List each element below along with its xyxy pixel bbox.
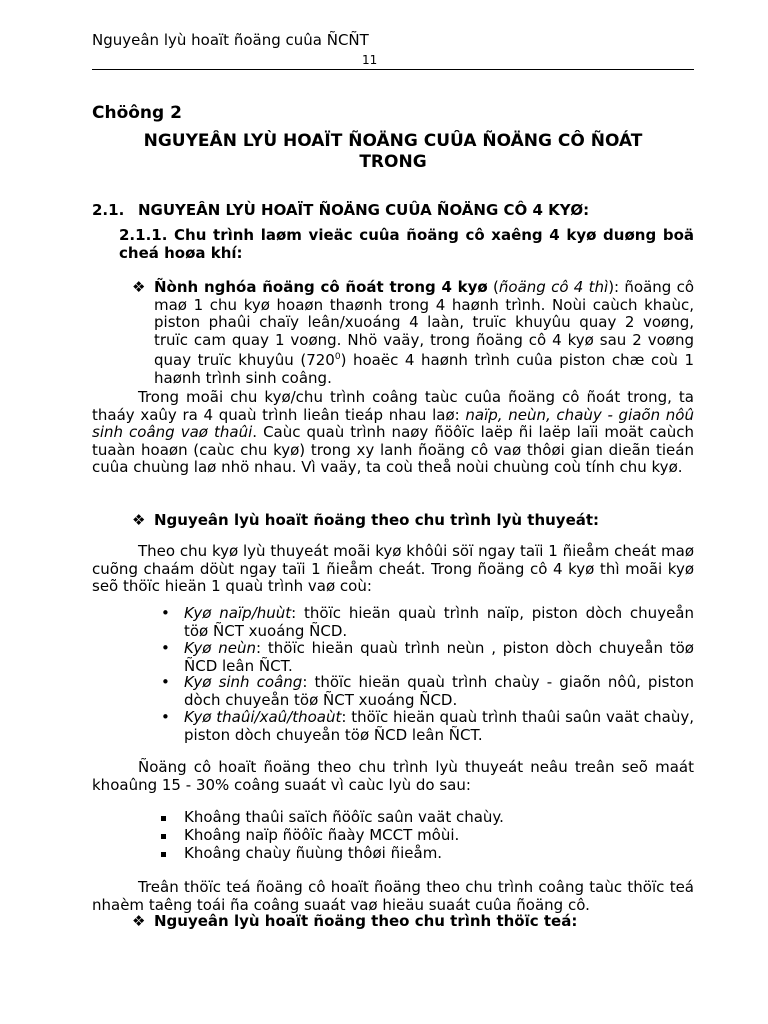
bullet-dot-icon: •: [161, 708, 170, 726]
definition-term: Ñònh nghóa ñoäng cô ñoát trong 4 kyø: [154, 278, 488, 296]
stroke-name: Kyø sinh coâng: [184, 673, 303, 691]
chapter-title-line1: NGUYEÂN LYÙ HOAÏT ÑOÄNG CUÛA ÑOÄNG CÔ ÑOÁT: [143, 131, 643, 151]
stroke-name: Kyø thaûi/xaû/thoaùt: [184, 708, 342, 726]
running-title: Nguyeân lyù hoaït ñoäng cuûa ÑCÑT: [92, 31, 369, 49]
section-heading-2-1: [92, 201, 589, 219]
paragraph-theory: Theo chu kyø lyù thuyeát moãi kyø khôûi söï ngay taïi 1 ñieåm cheát maø cuõng chaám döùt ngay taïi 1 ñieåm cheát. Trong ñoäng cô 4 kyø thì moãi kyø seõ thöïc hieän 1 quaù trình vaø coù:: [92, 542, 694, 596]
stroke-text: [184, 674, 694, 709]
chapter-title-line2: TRONG: [359, 152, 427, 172]
chapter-title: [92, 131, 694, 173]
bullet-dot-icon: •: [161, 604, 170, 622]
section-number: 2.1.: [92, 201, 125, 219]
subsection-heading-2-1-1: 2.1.1. Chu trình laøm vieäc cuûa ñoäng cô xaêng 4 kyø duøng boä cheá hoøa khí:: [119, 226, 694, 262]
stroke-name: Kyø naïp/huùt: [184, 604, 292, 622]
bullet-dot-icon: •: [161, 673, 170, 691]
stroke-text: [184, 709, 694, 744]
theory-heading: Nguyeân lyù hoaït ñoäng theo chu trình lyù thuyeát:: [154, 511, 600, 529]
bullet-dot-icon: •: [161, 639, 170, 657]
reason-text: Khoâng chaùy ñuùng thôøi ñieåm.: [184, 844, 443, 862]
definition-text: Ñònh nghóa ñoäng cô ñoát trong 4 kyø (ñoäng cô 4 thì): ñoäng cô maø 1 chu kyø hoaøn thaønh trong 4 haønh trình. Noùi caùch khaùc, piston phaûi chaïy leân/xuoáng 4 laàn, truïc khuyûu quay 2 voøng, truïc cam quay 1 voøng. Nhö vaäy, trong ñoäng cô 4 kyø sau 2 voøng quay truïc khuyûu $(720^0)$ hoaëc 4 haønh trình cuûa piston chæ coù 1 haønh trình sinh coâng.: [154, 278, 695, 387]
paragraph-actual: Treân thöïc teá ñoäng cô hoaït ñoäng theo chu trình coâng taùc thöïc teá nhaèm taêng toái ña coâng suaát vaø hieäu suaát cuûa ñoäng cô.: [92, 878, 694, 914]
diamond-bullet-icon: ❖: [132, 912, 146, 930]
stroke-text: [184, 640, 694, 675]
reason-text: Khoâng thaûi saïch ñöôïc saûn vaät chaùy.: [184, 808, 504, 826]
definition-alias: ñoäng cô 4 thì: [498, 278, 609, 296]
square-bullet-icon: [161, 852, 166, 857]
stroke-description: : thöïc hieän quaù trình neùn , piston dòch chuyeån töø ÑCD leân ÑCT.: [184, 639, 694, 675]
paragraph-cycles: Trong moãi chu kyø/chu trình coâng taùc cuûa ñoäng cô ñoát trong, ta thaáy xaûy ra 4 quaù trình lieân tieáp nhau laø: naïp, neùn, chaùy - giaõn nôû sinh coâng vaø thaûi. Caùc quaù trình naøy ñöôïc laëp ñi laëp laïi moät caùch tuaàn hoaøn (caùc chu kyø) trong xy lanh ñoäng cô vaø thôøi gian dieãn tieán cuûa chuùng laø nhö nhau. Vì vaäy, ta coù theå noùi chuùng coù tính chu kyø.: [92, 388, 694, 477]
stroke-description: : thöïc hieän quaù trình naïp, piston dòch chuyeån töø ÑCT xuoáng ÑCD.: [184, 604, 694, 640]
reason-text: Khoâng naïp ñöôïc ñaày MCCT môùi.: [184, 826, 460, 844]
chapter-label: Chöông 2: [92, 103, 182, 123]
page-number: 11: [362, 53, 378, 67]
stroke-name: Kyø neùn: [184, 639, 257, 657]
actual-heading: Nguyeân lyù hoaït ñoäng theo chu trình thöïc teá:: [154, 912, 578, 930]
header-rule: [92, 69, 694, 70]
square-bullet-icon: [161, 816, 166, 821]
stroke-description: : thöïc hieän quaù trình chaùy - giaõn nôû, piston dòch chuyeån töø ÑCT xuoáng ÑCD.: [184, 673, 695, 709]
section-title: NGUYEÂN LYÙ HOAÏT ÑOÄNG CUÛA ÑOÄNG CÔ 4 KYØ:: [138, 201, 590, 219]
square-bullet-icon: [161, 834, 166, 839]
diamond-bullet-icon: ❖: [132, 511, 146, 529]
diamond-bullet-icon: ❖: [132, 278, 146, 296]
paragraph-loss: Ñoäng cô hoaït ñoäng theo chu trình lyù thuyeát neâu treân seõ maát khoaûng 15 - 30% coâng suaát vì caùc lyù do sau:: [92, 758, 694, 794]
stroke-text: [184, 605, 694, 640]
stroke-description: : thöïc hieän quaù trình thaûi saûn vaät chaùy, piston dòch chuyeån töø ÑCD leân ÑCT.: [184, 708, 694, 744]
